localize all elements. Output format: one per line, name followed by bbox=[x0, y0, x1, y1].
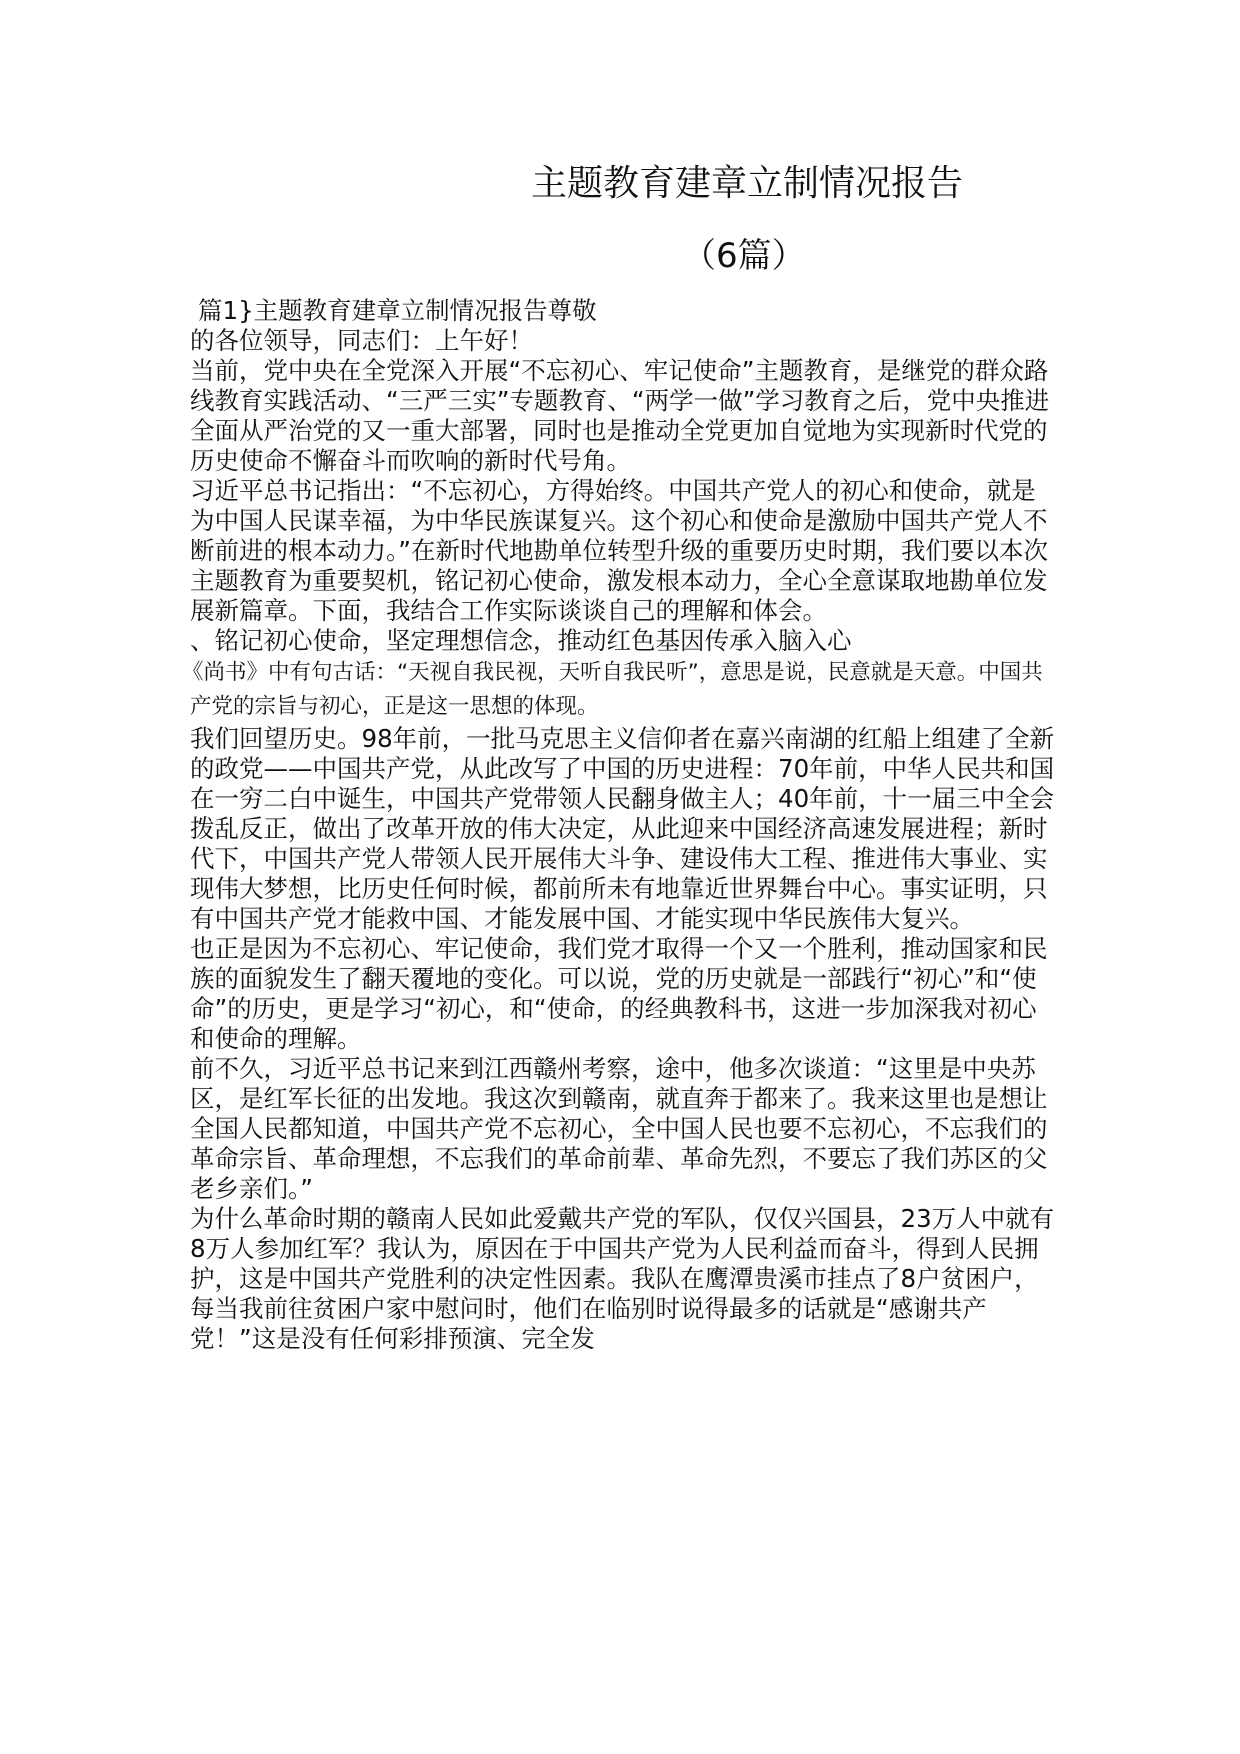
paragraph-salutation: 的各位领导，同志们：上午好！ bbox=[190, 326, 533, 355]
paragraph: 我们回望历史。98年前，一批马克思主义信仰者在嘉兴南湖的红船上组建了全新的政党——中国共产党，从此改写了中国的历史进程：70年前，中华人民共和国在一穷二白中诞生，中国共产党带领人民翻身做主人；40年前，十一届三中全会拨乱反正，做出了改革开放的伟大决定，从此迎来中国经济高速发展进程；新时代下，中国共产党人带领人民开展伟大斗争、建设伟大工程、推进伟大事业、实现伟大梦想，比历史任何时候，都前所未有地靠近世界舞台中心。事实证明，只有中国共产党才能救中国、才能发展中国、才能实现中华民族伟大复兴。 bbox=[190, 724, 1055, 933]
document-subtitle: （6篇） bbox=[682, 236, 806, 276]
paragraph: 为什么革命时期的赣南人民如此爱戴共产党的军队，仅仅兴国县，23万人中就有8万人参加红军？我认为，原因在于中国共产党为人民利益而奋斗，得到人民拥护，这是中国共产党胜利的决定性因素。我队在鹰潭贵溪市挂点了8户贫困户，每当我前往贫困户家中慰问时，他们在临别时说得最多的话就是“感谢共产党！”这是没有任何彩排预演、完全发 bbox=[190, 1204, 1055, 1353]
paragraph-quote: 《尚书》中有句古话：“天视自我民视，天听自我民听”，意思是说，民意就是天意。中国共产党的宗旨与初心，正是这一思想的体现。 bbox=[182, 660, 1043, 719]
document-body bbox=[182, 296, 1060, 1354]
paragraph-heading: 篇1}主题教育建章立制情况报告尊敬 bbox=[198, 296, 597, 325]
paragraph: 习近平总书记指出：“不忘初心，方得始终。中国共产党人的初心和使命，就是为中国人民谋幸福，为中华民族谋复兴。这个初心和使命是激励中国共产党人不断前进的根本动力。”在新时代地勘单位转型升级的重要历史时期，我们要以本次主题教育为重要契机，铭记初心使命，激发根本动力，全心全意谋取地勘单位发展新篇章。下面，我结合工作实际谈谈自己的理解和体会。 bbox=[190, 476, 1048, 625]
paragraph: 也正是因为不忘初心、牢记使命，我们党才取得一个又一个胜利，推动国家和民族的面貌发生了翻天覆地的变化。可以说，党的历史就是一部践行“初心”和“使命”的历史，更是学习“初心，和“使命，的经典教科书，这进一步加深我对初心和使命的理解。 bbox=[190, 934, 1048, 1053]
paragraph: 前不久，习近平总书记来到江西赣州考察，途中，他多次谈道：“这里是中央苏区，是红军长征的出发地。我这次到赣南，就直奔于都来了。我来这里也是想让全国人民都知道，中国共产党不忘初心，全中国人民也要不忘初心，不忘我们的革命宗旨、革命理想，不忘我们的革命前辈、革命先烈，不要忘了我们苏区的父老乡亲们。” bbox=[190, 1054, 1048, 1203]
section-heading: 、铭记初心使命，坚定理想信念，推动红色基因传承入脑入心 bbox=[190, 626, 852, 655]
paragraph: 当前，党中央在全党深入开展“不忘初心、牢记使命”主题教育，是继党的群众路线教育实践活动、“三严三实”专题教育、“两学一做”学习教育之后，党中央推进全面从严治党的又一重大部署，同时也是推动全党更加自觉地为实现新时代党的历史使命不懈奋斗而吹响的新时代号角。 bbox=[190, 356, 1050, 475]
document-title: 主题教育建章立制情况报告 bbox=[531, 163, 964, 204]
